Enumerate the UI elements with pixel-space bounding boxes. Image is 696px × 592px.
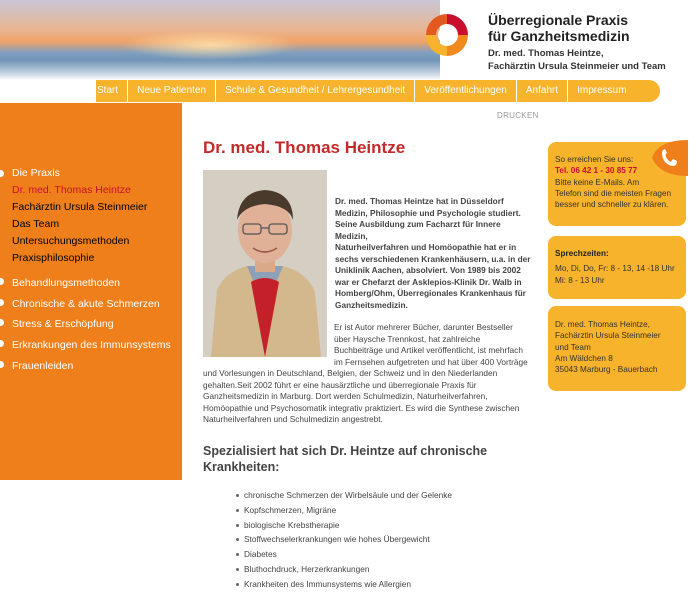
address-line: Am Wäldchen 8 bbox=[555, 353, 613, 363]
bullet-icon bbox=[0, 299, 4, 306]
specialization-heading: Spezialisiert hat sich Dr. Heintze auf chronische Krankheiten: bbox=[203, 444, 488, 474]
page-title: Dr. med. Thomas Heintze bbox=[203, 138, 406, 157]
intro-line: Uniklinik Aachen, absolviert. Von 1989 bis 2002 bbox=[335, 265, 521, 275]
brand-subtitle bbox=[488, 47, 693, 73]
bio-line: gehalten.Seit 2002 führt er eine hausärztliche und überregionale Praxis für bbox=[203, 379, 477, 390]
practice-logo-icon[interactable] bbox=[422, 10, 472, 60]
disease-list bbox=[236, 488, 452, 592]
sidebar-item-immunsystem[interactable]: Erkrankungen des Immunsystems bbox=[0, 335, 182, 356]
sidebar bbox=[0, 103, 182, 480]
list-item: biologische Krebstherapie bbox=[236, 518, 452, 533]
bullet-icon bbox=[0, 361, 4, 368]
bio-line: Er ist Autor mehrerer Bücher, darunter Bestseller bbox=[334, 322, 513, 332]
list-item: chronische Schmerzen der Wirbelsäule und der Gelenke bbox=[236, 488, 452, 503]
bullet-icon bbox=[0, 278, 4, 285]
hours-line: Mo, Di, Do, Fr: 8 - 13, 14 -18 Uhr bbox=[555, 264, 675, 274]
sidebar-item-behandlungsmethoden[interactable]: Behandlungsmethoden bbox=[0, 273, 182, 294]
intro-line: war er Chefarzt der Asklepios-Klinik Dr. Walb in bbox=[335, 276, 522, 287]
main-navigation bbox=[0, 80, 660, 102]
address-line: und Team bbox=[555, 342, 591, 352]
brand-subtitle-line: Fachärztin Ursula Steinmeier und Team bbox=[488, 61, 666, 72]
hours-label: Sprechzeiten: bbox=[555, 249, 609, 258]
list-item: Diabetes bbox=[236, 547, 452, 562]
list-item: Stoffwechselerkrankungen wie hohes Übergewicht bbox=[236, 532, 452, 547]
nav-item-new-patients[interactable]: Neue Patienten bbox=[127, 80, 215, 102]
banner-fade bbox=[0, 60, 440, 80]
sidebar-item-frauenleiden[interactable]: Frauenleiden bbox=[0, 356, 182, 377]
sidebar-item-untersuchungsmethoden[interactable]: Untersuchungsmethoden bbox=[12, 235, 130, 247]
bio-line: im Fernsehen aufgetreten und hat über 400 Vorträge bbox=[334, 356, 528, 367]
brand-title-line: für Ganzheitsmedizin bbox=[488, 28, 630, 44]
brand-title-line: Überregionale Praxis bbox=[488, 12, 629, 28]
print-link[interactable]: DRUCKEN bbox=[497, 111, 539, 120]
intro-line: Ganzheitsmedizin. bbox=[335, 299, 408, 310]
address-line: 35043 Marburg - Bauerbach bbox=[555, 365, 658, 375]
bullet-icon bbox=[0, 170, 4, 177]
nav-item-start[interactable]: Start bbox=[97, 85, 119, 96]
header-banner-image bbox=[0, 0, 440, 80]
address-line: Fachärztin Ursula Steinmeier bbox=[555, 331, 661, 341]
bio-line: Homöopathie und Psychosomatik integrativ praktiziert. Es wird die Synthese zwischen bbox=[203, 402, 520, 413]
phone-number[interactable]: Tel. 06 42 1 - 30 85 77 bbox=[555, 166, 638, 176]
bio-line: Ganzheitsmedizin in Marburg. Dort werden Schulmedizin, Naturheilverfahren, bbox=[203, 391, 488, 401]
intro-line: Medizin, Philosophie und Psychologie studiert. bbox=[335, 207, 521, 218]
bio-text bbox=[203, 322, 533, 426]
intro-line: Seine Ausbildung zum Facharzt für Innere Medizin, bbox=[335, 219, 501, 241]
list-item: Kopfschmerzen, Migräne bbox=[236, 503, 452, 518]
phone-icon bbox=[648, 140, 688, 176]
intro-line: Homberg/Ohm, Überregionales Krankenhaus für bbox=[335, 288, 526, 298]
address-box bbox=[548, 306, 686, 391]
hours-line: Mi: 8 - 13 Uhr bbox=[555, 275, 605, 285]
brand-subtitle-line: Dr. med. Thomas Heintze, bbox=[488, 48, 604, 59]
contact-note-line: besser und schneller zu klären. bbox=[555, 200, 669, 210]
list-item: Bluthochdruck, Herzerkrankungen bbox=[236, 562, 452, 577]
opening-hours-box bbox=[548, 236, 686, 299]
bio-line: Naturheilverfahren und Schulmedizin angestrebt. bbox=[203, 414, 383, 424]
sidebar-item-thomas-heintze[interactable]: Dr. med. Thomas Heintze bbox=[12, 184, 131, 196]
address-line: Dr. med. Thomas Heintze, bbox=[555, 320, 650, 329]
banner-sun-glow bbox=[120, 30, 300, 60]
sidebar-item-ursula-steinmeier[interactable]: Fachärztin Ursula Steinmeier bbox=[12, 201, 148, 213]
sidebar-item-schmerzen[interactable]: Chronische & akute Schmerzen bbox=[0, 294, 182, 315]
contact-note-line: Telefon sind die meisten Fragen bbox=[555, 188, 672, 198]
contact-note-line: Bitte keine E-Mails. Am bbox=[555, 177, 640, 187]
brand-title bbox=[488, 12, 688, 44]
nav-item-publications[interactable]: Veröffentlichungen bbox=[414, 80, 516, 102]
nav-item-imprint[interactable]: Impressum bbox=[567, 80, 635, 102]
sidebar-item-praxisphilosophie[interactable]: Praxisphilosophie bbox=[12, 252, 95, 264]
nav-item-directions[interactable]: Anfahrt bbox=[516, 80, 567, 102]
bio-line: und Vorlesungen in Deutschland, Belgien, der Schweiz und in den Niederlanden bbox=[203, 368, 498, 378]
sidebar-item-das-team[interactable]: Das Team bbox=[12, 218, 60, 230]
nav-item-school-health[interactable]: Schule & Gesundheit / Lehrergesundheit bbox=[215, 80, 414, 102]
sidebar-item-stress[interactable]: Stress & Erschöpfung bbox=[0, 314, 182, 335]
bullet-icon bbox=[0, 319, 4, 326]
intro-line: Dr. med. Thomas Heintze hat in Düsseldorf bbox=[335, 196, 504, 206]
list-item: Krankheiten des Immunsystems wie Allergien bbox=[236, 577, 452, 592]
bio-line: über Haysche Trennkost, hat zahlreiche bbox=[334, 333, 481, 344]
bio-line: Buchbeiträge und Artikel veröffentlicht, ist mehrfach bbox=[334, 345, 523, 355]
contact-label: So erreichen Sie uns: bbox=[555, 155, 634, 164]
intro-line: Naturheilverfahren und Homöopathie hat er in bbox=[335, 242, 517, 252]
sidebar-item-die-praxis[interactable]: Die Praxis bbox=[0, 165, 182, 182]
bullet-icon bbox=[0, 340, 4, 347]
intro-text bbox=[335, 196, 535, 311]
intro-line: sechs verschiedenen Krankenhäusern, u.a. in der bbox=[335, 253, 531, 264]
